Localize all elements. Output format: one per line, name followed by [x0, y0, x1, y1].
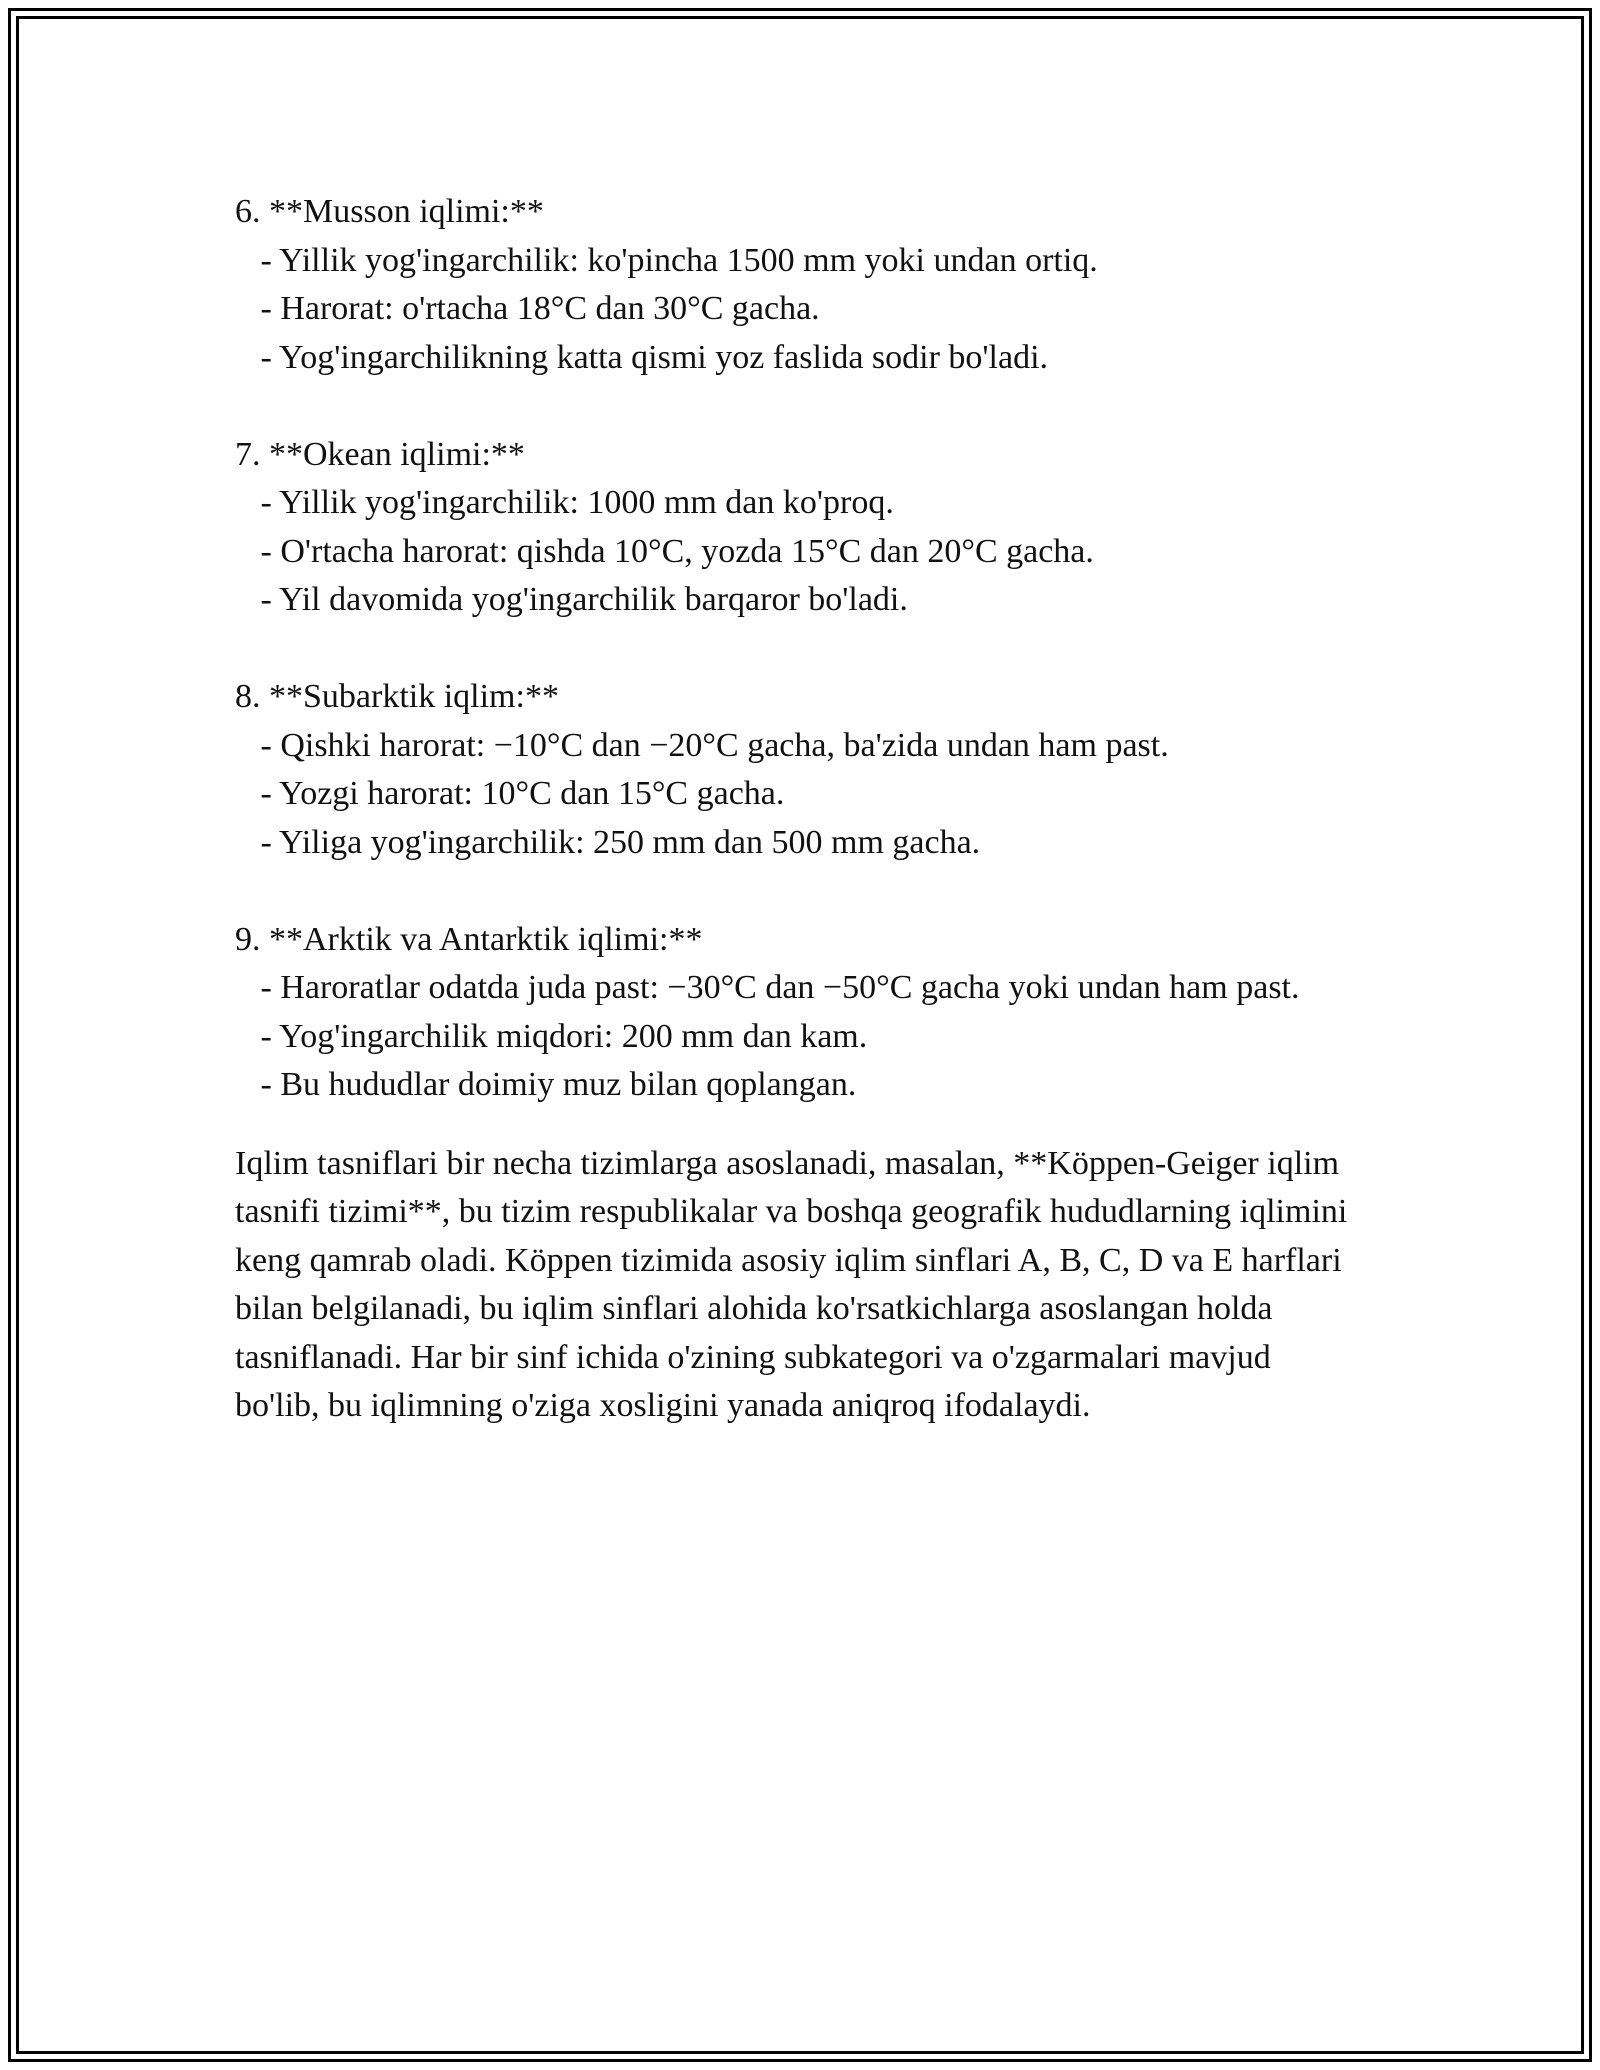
list-item: - Bu hududlar doimiy muz bilan qoplangan.	[235, 1066, 857, 1103]
section-musson-climate	[235, 188, 1360, 382]
section-heading: 7. **Okean iqlimi:**	[235, 435, 525, 473]
section-heading: 9. **Arktik va Antarktik iqlimi:**	[235, 920, 703, 958]
section-arctic-antarctic-climate	[235, 916, 1360, 1110]
list-item: - O'rtacha harorat: qishda 10°C, yozda 15°C dan 20°C gacha.	[235, 532, 1094, 570]
list-item: - Yillik yog'ingarchilik: ko'pincha 1500 mm yoki undan ortiq.	[235, 241, 1098, 279]
list-item: - Qishki harorat: −10°C dan −20°C gacha, ba'zida undan ham past.	[235, 726, 1169, 764]
section-heading: 8. **Subarktik iqlim:**	[235, 678, 559, 715]
document-body	[235, 188, 1360, 1431]
list-item: - Yog'ingarchilik miqdori: 200 mm dan kam.	[235, 1017, 868, 1055]
section-ocean-climate	[235, 431, 1360, 625]
section-heading: 6. **Musson iqlimi:**	[235, 193, 544, 230]
summary-paragraph: Iqlim tasniflari bir necha tizimlarga asoslanadi, masalan, **Köppen-Geiger iqlim tasnifi tizimi**, bu tizim respublikalar va boshqa geografik hududlarning iqlimini keng qamrab oladi. Köppen tizimida asosiy iqlim sinflari A, B, C, D va E harflari bilan belgilanadi, bu iqlim sinflari alohida ko'rsatkichlarga asoslangan holda tasniflanadi. Har bir sinf ichida o'zining subkategori va o'zgarmalari mavjud bo'lib, bu iqlimning o'ziga xosligini yanada aniqroq ifodalaydi.	[235, 1144, 1348, 1424]
list-item: - Yog'ingarchilikning katta qismi yoz faslida sodir bo'ladi.	[235, 338, 1049, 376]
list-item: - Yiliga yog'ingarchilik: 250 mm dan 500 mm gacha.	[235, 823, 981, 861]
list-item: - Harorat: o'rtacha 18°C dan 30°C gacha.	[235, 290, 820, 327]
list-item: - Yillik yog'ingarchilik: 1000 mm dan ko'proq.	[235, 484, 894, 521]
list-item: - Yil davomida yog'ingarchilik barqaror bo'ladi.	[235, 581, 908, 618]
list-item: - Yozgi harorat: 10°C dan 15°C gacha.	[235, 775, 785, 812]
section-subarctic-climate	[235, 673, 1360, 867]
list-item: - Haroratlar odatda juda past: −30°C dan −50°C gacha yoki undan ham past.	[235, 969, 1300, 1006]
